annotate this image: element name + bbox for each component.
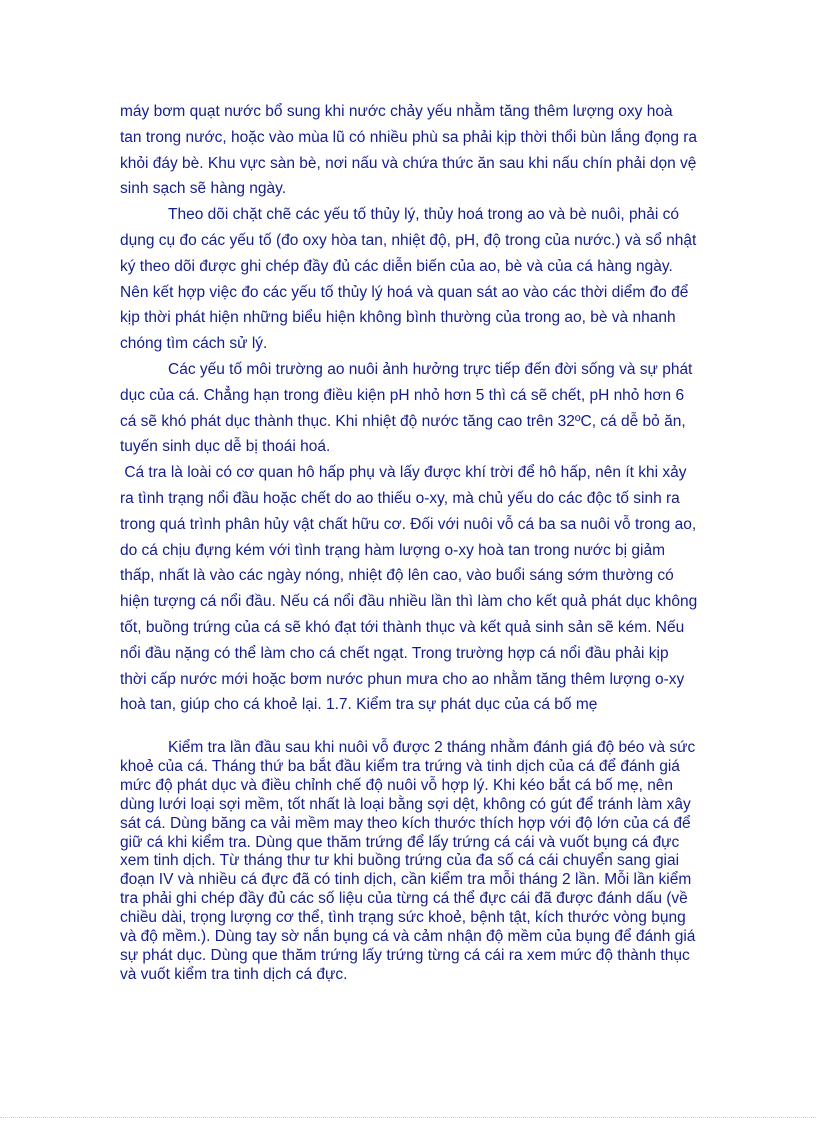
- paragraph: Cá tra là loài có cơ quan hô hấp phụ và lấy được khí trời để hô hấp, nên ít khi xảy ra tình trạng nổi đầu hoặc chết do ao thiếu o-xy, mà chủ yếu do các độc tố sinh ra trong quá trình phân hủy vật chất hữu cơ. Đối với nuôi vỗ cá ba sa nuôi vỗ trong ao, do cá chịu đựng kém với tình trạng hàm lượng o-xy hoà tan trong nước bị giảm thấp, nhất là vào các ngày nóng, nhiệt độ lên cao, vào buổi sáng sớm thường có hiện tượng cá nổi đầu. Nếu cá nổi đầu nhiều lần thì làm cho kết quả phát dục không tốt, buồng trứng của cá sẽ khó đạt tới thành thục và kết quả sinh sản sẽ kém. Nếu nổi đầu nặng có thể làm cho cá chết ngạt. Trong trường hợp cá nổi đầu phải kịp thời cấp nước mới hoặc bơm nước phun mưa cho ao nhằm tăng thêm lượng o-xy hoà tan, giúp cho cá khoẻ lại. 1.7. Kiểm tra sự phát dục của cá bố mẹ: [120, 464, 702, 714]
- paragraph: Theo dõi chặt chẽ các yếu tố thủy lý, thủy hoá trong ao và bè nuôi, phải có dụng cụ đo các yếu tố (đo oxy hòa tan, nhiệt độ, pH, độ trong của nước.) và sổ nhật ký theo dõi được ghi chép đầy đủ các diễn biến của ao, bè và của cá hàng ngày. Nên kết hợp việc đo các yếu tố thủy lý hoá và quan sát ao vào các thời diểm đo để kịp thời phát hiện những biểu hiện không bình thường của trong ao, bè và nhanh chóng tìm cách sử lý.: [120, 206, 697, 353]
- page-bottom-divider: [0, 1117, 816, 1118]
- text-block-lower: [120, 739, 698, 985]
- paragraph: Các yếu tố môi trường ao nuôi ảnh hưởng trực tiếp đến đời sống và sự phát dục của cá. Chẳng hạn trong điều kiện pH nhỏ hơn 5 thì cá sẽ chết, pH nhỏ hơn 6 cá sẽ khó phát dục thành thục. Khi nhiệt độ nước tăng cao trên 32ºC, cá dễ bỏ ăn, tuyến sinh dục dễ bị thoái hoá.: [120, 360, 693, 456]
- text-block-upper: [120, 99, 702, 718]
- paragraph: Kiểm tra lần đầu sau khi nuôi vỗ được 2 tháng nhằm đánh giá độ béo và sức khoẻ của cá. Tháng thứ ba bắt đầu kiểm tra trứng và tinh dịch của cá để đánh giá mức độ phát dục và điều chỉnh chế độ nuôi vỗ hợp lý. Khi kéo bắt cá bố mẹ, nên dùng lưới loại sợi mềm, tốt nhất là loại bằng sợi dệt, không có gút để tránh làm xây sát cá. Dùng băng ca vải mềm may theo kích thước thích hợp với độ lớn của cá để giữ cá khi kiểm tra. Dùng que thăm trứng để lấy trứng cá cái và vuốt bụng cá đực xem tinh dịch. Từ tháng thư tư khi buồng trứng của đa số cá cái chuyển sang giai đoạn IV và nhiều cá đực đã có tinh dịch, cần kiểm tra mỗi tháng 2 lần. Mỗi lần kiểm tra phải ghi chép đầy đủ các số liệu của từng cá thể đực cái đã được đánh dấu (về chiều dài, trọng lượng cơ thể, tình trạng sức khoẻ, bệnh tật, kích thước vòng bụng và độ mềm.). Dùng tay sờ nắn bụng cá và cảm nhận độ mềm của bụng để đánh giá sự phát dục. Dùng que thăm trứng lấy trứng từng cá cái ra xem mức độ thành thục và vuốt kiểm tra tinh dịch cá đực.: [120, 739, 696, 983]
- paragraph: máy bơm quạt nước bổ sung khi nước chảy yếu nhằm tăng thêm lượng oxy hoà tan trong nước, hoặc vào mùa lũ có nhiều phù sa phải kịp thời thổi bùn lắng đọng ra khỏi đáy bè. Khu vực sàn bè, nơi nấu và chứa thức ăn sau khi nấu chín phải dọn vệ sinh sạch sẽ hàng ngày.: [120, 103, 698, 198]
